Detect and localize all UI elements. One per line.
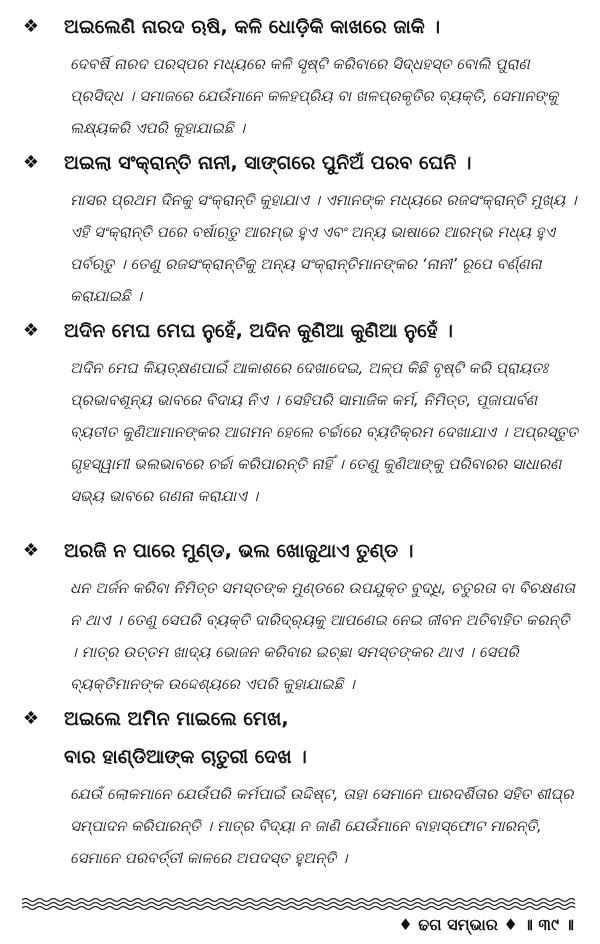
proverb-entry-2 (0, 144, 600, 312)
bullet-icon: ❖ (22, 708, 40, 729)
bullet-icon: ❖ (22, 540, 40, 561)
proverb-heading: ଅରଜି ନ ପାରେ ମୁଣ୍ଡ, ଭଲ ଖୋଜୁଥାଏ ତୁଣ୍ଡ । (64, 540, 414, 562)
proverb-heading: ଅଦିନ ମେଘ ମେଘ ନୁହେଁ, ଅଦିନ କୁଣିଆ କୁଣିଆ ନୁହେଁ । (64, 320, 453, 342)
proverb-entry-5 (0, 700, 600, 874)
footer-book-title-page-number: ♦ ଢଗ ସମ୍ଭାର ♦ ॥ ୩୯ ॥ (398, 915, 574, 934)
proverb-entry-4 (0, 532, 600, 700)
proverb-explanation: ଧନ ଅର୍ଜନ କରିବା ନିମିତ୍ତ ସମସ୍ତଙ୍କ ମୁଣ୍ଡରେ ଉପଯୁକ୍ତ ବୁଦ୍ଧି, ଚତୁରତା ବା ବିଚକ୍ଷଣତା ନ ଥାଏ । ତେଣୁ ସେପରି ବ୍ୟକ୍ତି ଦାରିଦ୍ର୍ୟକୁ ଆପଣେଇ ନେଇ ଜୀବନ ଅତିବାହିତ କରନ୍ତି । ମାତ୍ର ଉତ୍ତମ ଖାଦ୍ୟ ଭୋଜନ କରିବାର ଇଚ୍ଛା ସମସ୍ତଙ୍କର ଥାଏ । ସେପରି ବ୍ୟକ୍ତିମାନଙ୍କ ଉଦ୍ଦେଶ୍ୟରେ ଏପରି କୁହାଯାଇଛି । (70, 579, 575, 693)
proverb-heading: ଅଇଲେଣି ନାରଦ ଋଷି, କଳି ଧୋଡ଼ିକି କାଖରେ ଜାକି । (64, 16, 440, 38)
proverb-explanation: ଯେଉଁ ଲୋକମାନେ ଯେଉଁପରି କର୍ମପାଇଁ ଉଦ୍ଦିଷ୍ଟ, ତାହା ସେମାନେ ପାରଦର୍ଶିତାର ସହିତ ଶୀଘ୍ର ସମ୍ପାଦନ କରିପାରନ୍ତି । ମାତ୍ର ବିଦ୍ୟା ନ ଜାଣି ଯେଉଁମାନେ ବାହାସ୍ଫୋଟ ମାରନ୍ତି, ସେମାନେ ପରବର୍ତ୍ତୀ କାଳରେ ଅପଦସ୍ତ ହୁଅନ୍ତି । (70, 785, 574, 867)
proverb-entry-3 (0, 312, 600, 512)
bullet-icon: ❖ (22, 152, 40, 173)
proverb-heading: ଅଇଲେ ଅମିନ ମାଇଲେ ମେଖ, (64, 708, 289, 730)
bullet-icon: ❖ (22, 16, 40, 37)
proverb-heading: ଅଇଲା ସଂକ୍ରାନ୍ତି ନାନୀ, ସାଙ୍ଗରେ ପୁନିଅଁ ପରବ ଘେନି । (64, 152, 472, 174)
proverb-explanation: ଅଦିନ ମେଘ କିୟତ୍‌କ୍ଷଣପାଇଁ ଆକାଶରେ ଦେଖାଦେଇ, ଅଳ୍ପ କିଛି ବୃଷ୍ଟି କରି ପ୍ରାୟତଃ ପ୍ରଭାବଶୂନ୍ୟ ଭାବରେ ବିଦାୟ ନିଏ । ସେହିପରି ସାମାଜିକ କର୍ମ, ନିମିତ୍ତ, ପୂଜାପାର୍ବଣ ବ୍ୟତୀତ କୁଣିଆମାନଙ୍କର ଆଗମନ ହେଲେ ଚର୍ଚ୍ଚାରେ ବ୍ୟତିକ୍ରମ ଦେଖାଯାଏ । ଅପ୍ରସ୍ତୁତ ଗୃହସ୍ୱାମୀ ଭଲଭାବରେ ଚର୍ଚ୍ଚା କରିପାରନ୍ତି ନାହିଁ । ତେଣୁ କୁଣିଆଙ୍କୁ ପରିବାରର ସାଧାରଣ ସଭ୍ୟ ଭାବରେ ଗଣନା କରାଯାଏ । (70, 359, 578, 505)
footer-wave-divider (22, 896, 578, 912)
proverb-explanation: ମାସର ପ୍ରଥମ ଦିନକୁ ସଂକ୍ରାନ୍ତି କୁହାଯାଏ । ଏମାନଙ୍କ ମଧ୍ୟରେ ରଜସଂକ୍ରାନ୍ତି ମୁଖ୍ୟ । ଏହି ସଂକ୍ରାନ୍ତି ପରେ ବର୍ଷାଋତୁ ଆରମ୍ଭ ହୁଏ ଏବଂ ଅନ୍ୟ ଭାଷାରେ ଆରମ୍ଭ ମଧ୍ୟ ହୁଏ ପର୍ବଋତୁ । ତେଣୁ ରଜସଂକ୍ରାନ୍ତିକୁ ଅନ୍ୟ ସଂକ୍ରାନ୍ତିମାନଙ୍କର ‘ନାନୀ’ ରୂପେ ବର୍ଣ୍ଣନା କରାଯାଇଛି । (70, 191, 577, 305)
proverb-heading-line-2: ବାର ହାଣ୍ଡିଆଙ୍କ ଚାତୁରୀ ଦେଖ । (64, 746, 307, 768)
proverb-explanation: ଦେବର୍ଷି ନାରଦ ପରସ୍ପର ମଧ୍ୟରେ କଳି ସୃଷ୍ଟି କରିବାରେ ସିଦ୍ଧହସ୍ତ ବୋଲି ପୁରାଣ ପ୍ରସିଦ୍ଧ । ସମାଜରେ ଯେଉଁମାନେ କଳହପ୍ରିୟ ବା ଖଳପ୍ରକୃତିର ବ୍ୟକ୍ତି, ସେମାନଙ୍କୁ ଲକ୍ଷ୍ୟକରି ଏପରି କୁହାଯାଇଛି । (70, 55, 559, 137)
proverb-entry-1 (0, 8, 600, 144)
bullet-icon: ❖ (22, 320, 40, 341)
